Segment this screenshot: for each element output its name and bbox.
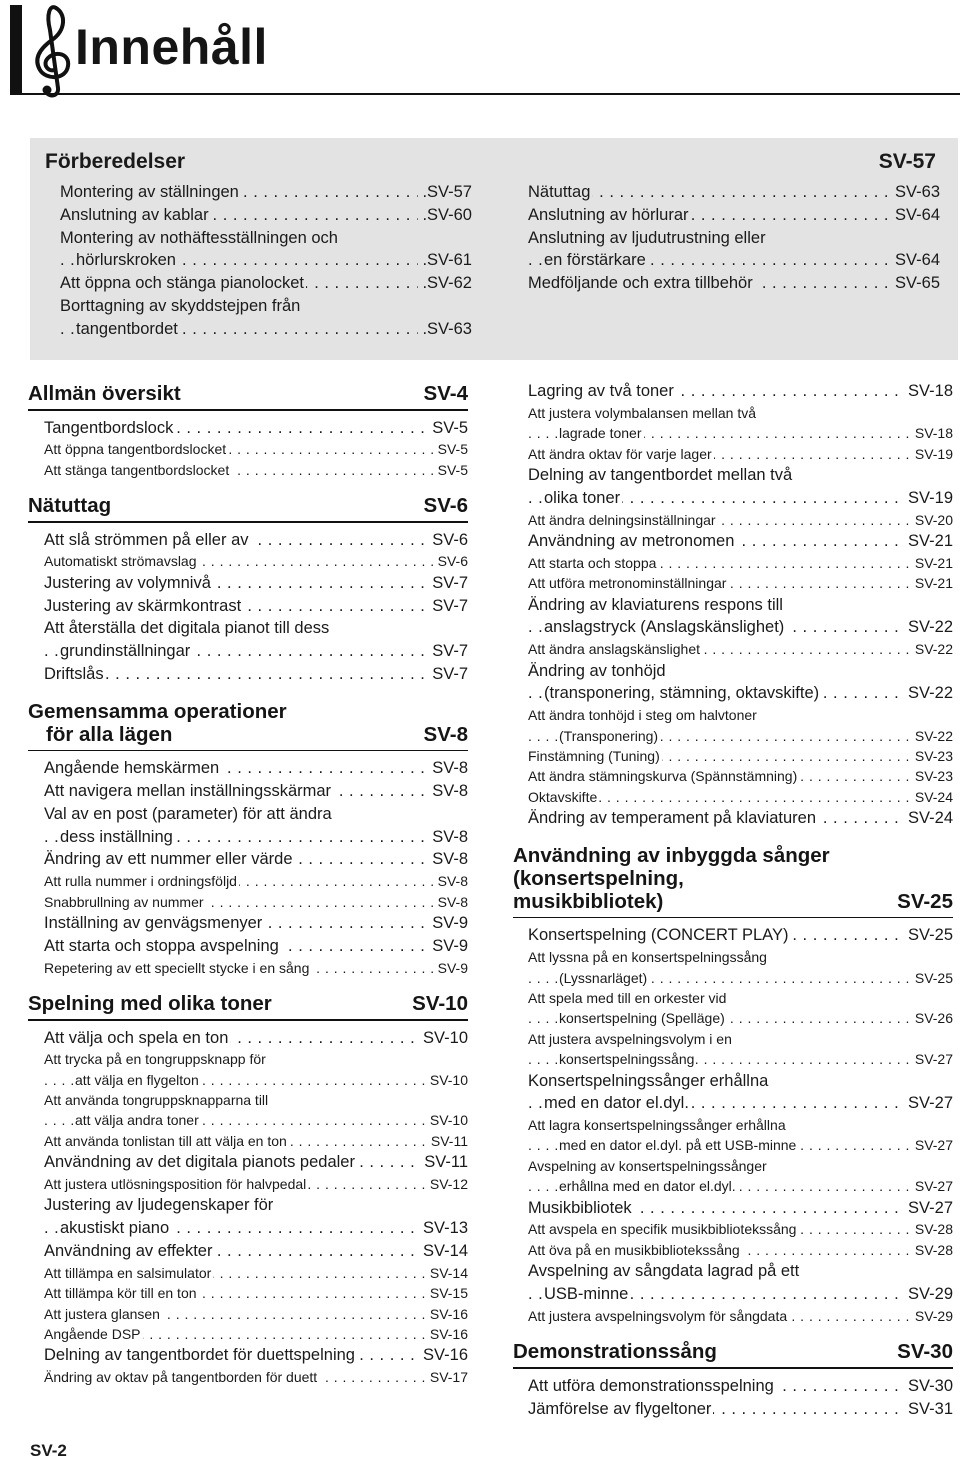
toc-subentry: [44, 1263, 468, 1283]
toc-page-number: SV-21: [911, 573, 953, 593]
toc-entry-text: Inställning av genvägsmenyer: [44, 914, 263, 933]
toc-page-number: SV-64: [891, 204, 940, 227]
toc-entry: [44, 848, 468, 871]
toc-page-number: SV-26: [911, 1008, 953, 1028]
section-heading-line: (konsertspelning,: [513, 866, 684, 890]
preparation-left-list: [60, 181, 472, 341]
toc-page-number: SV-11: [427, 1131, 468, 1151]
toc-entry-text: Att ändra oktav för varje lager: [528, 445, 712, 462]
toc-entry-text: Anslutning av ljudutrustning eller: [528, 228, 766, 247]
toc-page-number: SV-10: [426, 1070, 468, 1090]
section-heading: [28, 382, 468, 405]
toc-entry-text: Att välja och spela en ton: [44, 1028, 229, 1047]
toc-entry-text: Att ändra tonhöjd i steg om halvtoner: [528, 707, 757, 724]
toc-entry: [528, 1197, 953, 1220]
toc-entry: [528, 464, 953, 487]
toc-page-number: SV-6: [434, 551, 468, 571]
toc-subentry: [528, 444, 953, 464]
toc-entry-text: Att stänga tangentbordslocket: [44, 461, 230, 478]
toc-entry-text: Angående hemskärmen: [44, 759, 220, 778]
toc-subentry: [528, 423, 953, 443]
toc-entry: [528, 682, 953, 705]
toc-entry-text: med en dator el.dyl. på ett USB-minne: [559, 1137, 797, 1154]
toc-page-number: SV-25: [904, 924, 953, 947]
toc-entry-text: Val av en post (parameter) för att ändra: [44, 804, 332, 823]
toc-page-number: SV-22: [904, 616, 953, 639]
toc-entry-text: Snabbrullning av nummer: [44, 893, 204, 910]
toc-entry-text: Automatiskt strömavslag: [44, 553, 197, 570]
toc-entry-text: USB-minne: [544, 1285, 629, 1304]
toc-entry: [44, 757, 468, 780]
toc-page-number: SV-15: [426, 1283, 468, 1303]
toc-page-number: SV-11: [420, 1151, 468, 1174]
toc-entry: [44, 529, 468, 552]
toc-subentry: [528, 1008, 953, 1028]
page-number: SV-2: [30, 1441, 67, 1460]
section-page: SV-10: [412, 992, 468, 1015]
toc-subentry: [44, 1110, 468, 1130]
toc-entry-text: Att lyssna på en konsertspelningssång: [528, 949, 767, 966]
toc-entry: [528, 924, 953, 947]
toc-page-number: SV-22: [911, 639, 953, 659]
toc-subentry: [528, 947, 953, 967]
treble-clef-icon: [22, 0, 82, 100]
toc-page-number: SV-8: [428, 848, 468, 871]
toc-entry: [528, 1398, 953, 1421]
toc-page-number: SV-31: [904, 1398, 953, 1421]
toc-page-number: SV-12: [426, 1174, 468, 1194]
toc-entry: [528, 616, 953, 639]
toc-entry-text: anslagstryck (Anslagskänslighet): [544, 618, 785, 637]
toc-entry-text: Att öppna tangentbordslocket: [44, 441, 227, 458]
toc-entry-text: Att avspela en specifik musikbibliotekssång: [528, 1221, 797, 1238]
toc-page-number: SV-29: [904, 1283, 953, 1306]
toc-entry-text: Montering av nothäftesställningen och: [60, 228, 338, 247]
toc-entry-text: Delning av tangentbordet för duettspelning: [44, 1346, 355, 1365]
section-heading-line: Nätuttag: [28, 494, 112, 518]
toc-entry-text: (Transponering): [559, 727, 659, 744]
toc-page-number: .SV-62: [418, 272, 472, 295]
toc-page-number: SV-7: [428, 640, 468, 663]
toc-entry: [528, 272, 940, 295]
toc-entry: [44, 1194, 468, 1217]
preparation-title: Förberedelser: [45, 150, 186, 173]
toc-subentry: [528, 746, 953, 766]
toc-entry-text: Repetering av ett speciellt stycke i en sång: [44, 959, 310, 976]
toc-page-number: SV-21: [911, 553, 953, 573]
toc-entry-text: Ändring av temperament på klaviaturen: [528, 809, 816, 828]
toc-page-number: SV-8: [428, 757, 468, 780]
toc-entry-text: (transponering, stämning, oktavskifte): [544, 684, 820, 703]
toc-entry: [528, 594, 953, 617]
toc-page-number: SV-65: [891, 272, 940, 295]
toc-page-number: SV-14: [419, 1240, 468, 1263]
toc-entry: [44, 1240, 468, 1263]
toc-page-number: SV-16: [426, 1304, 468, 1324]
toc-page-number: SV-27: [911, 1176, 953, 1196]
toc-page-number: SV-16: [426, 1324, 468, 1344]
toc-entry-text: Ändring av oktav på tangentborden för duett: [44, 1369, 318, 1386]
toc-subentry: [44, 1049, 468, 1069]
toc-entry-text: Anslutning av kablar: [60, 205, 209, 224]
toc-page-number: SV-8: [428, 780, 468, 803]
toc-entry-text: Delning av tangentbordet mellan två: [528, 465, 793, 484]
toc-entry: [528, 1070, 953, 1093]
toc-entry-text: Anslutning av hörlurar: [528, 205, 689, 224]
section-rule: [28, 521, 468, 523]
toc-page-number: SV-14: [426, 1263, 468, 1283]
preparation-page: SV-57: [878, 150, 936, 173]
toc-page-number: SV-16: [419, 1344, 468, 1367]
toc-entry: [44, 595, 468, 618]
toc-subentry: [44, 1070, 468, 1090]
toc-page-number: SV-30: [904, 1375, 953, 1398]
toc-entry-text: Ändring av klaviaturens respons till: [528, 595, 783, 614]
toc-entry-text: Justering av ljudegenskaper för: [44, 1196, 274, 1215]
toc-entry-text: Att tillämpa kör till en ton: [44, 1285, 197, 1302]
toc-entry: [44, 1027, 468, 1050]
section-heading-line: Spelning med olika toner: [28, 992, 272, 1015]
toc-entry: [528, 807, 953, 830]
toc-page-number: SV-13: [419, 1217, 468, 1240]
toc-entry-text: Avspelning av konsertspelningssånger: [528, 1157, 767, 1174]
toc-entry-text: Att utföra metronominställningar: [528, 575, 727, 592]
toc-entry-text: hörlurskroken: [76, 251, 176, 270]
toc-entry: [528, 1283, 953, 1306]
toc-entry-text: Att använda tonlistan till att välja en ton: [44, 1132, 287, 1149]
toc-entry: [44, 1151, 468, 1174]
section-page: SV-8: [423, 722, 468, 746]
toc-page-number: SV-21: [904, 530, 953, 553]
section-rule: [513, 1367, 953, 1369]
toc-page-number: SV-22: [904, 682, 953, 705]
toc-subentry: [528, 1219, 953, 1239]
toc-subentry: [528, 1049, 953, 1069]
toc-entry-text: Att starta och stoppa avspelning: [44, 936, 279, 955]
section-page: SV-6: [423, 494, 468, 518]
section-heading-line: Användning av inbyggda sånger: [513, 843, 830, 867]
section-heading: [28, 992, 468, 1015]
toc-page-number: SV-8: [434, 871, 468, 891]
toc-entry-text: Att justera volymbalansen mellan två: [528, 404, 756, 421]
toc-subentry: [44, 460, 468, 480]
section-heading-line: Demonstrationssång: [513, 1340, 717, 1364]
toc-entry: [528, 660, 953, 683]
toc-page-number: SV-64: [891, 249, 940, 272]
toc-entry-text: akustiskt piano: [60, 1219, 170, 1238]
toc-entry: [60, 204, 472, 227]
toc-entry-text: Att ändra delningsinställningar: [528, 511, 716, 528]
toc-entry: [44, 935, 468, 958]
toc-entry: [44, 1217, 468, 1240]
toc-entry-text: Att utföra demonstrationsspelning: [528, 1376, 774, 1395]
toc-entry-text: Justering av skärmkontrast: [44, 596, 242, 615]
section-page: SV-30: [897, 1340, 953, 1364]
toc-page-number: SV-5: [434, 460, 468, 480]
toc-page-number: SV-7: [428, 663, 468, 686]
toc-entry-text: Att öppna och stänga pianolocket: [60, 274, 305, 293]
toc-page-number: SV-10: [426, 1110, 468, 1130]
toc-subentry: [528, 1115, 953, 1135]
toc-subentry: [528, 766, 953, 786]
toc-subentry: [44, 1090, 468, 1110]
toc-entry-text: Att justera avspelningsvolym för sångdata: [528, 1307, 788, 1324]
toc-subentry: [44, 1174, 468, 1194]
toc-page-number: SV-19: [911, 444, 953, 464]
toc-left-column: [28, 380, 468, 1388]
toc-subentry: [528, 787, 953, 807]
toc-entry-text: Att tillämpa en salsimulator: [44, 1264, 212, 1281]
toc-page-number: SV-18: [911, 423, 953, 443]
toc-subentry: [44, 871, 468, 891]
toc-entry-text: Att starta och stoppa: [528, 554, 657, 571]
toc-entry-text: Att justera glansen: [44, 1305, 160, 1322]
section-page: SV-25: [897, 889, 953, 913]
toc-page-number: SV-27: [911, 1135, 953, 1155]
toc-subentry: [528, 726, 953, 746]
toc-subentry: [44, 439, 468, 459]
toc-subentry: [44, 551, 468, 571]
toc-subentry: [528, 1176, 953, 1196]
section-heading-line: för alla lägen: [46, 722, 173, 746]
toc-entry: [528, 530, 953, 553]
toc-entry-text: Att slå strömmen på eller av: [44, 530, 249, 549]
toc-page-number: SV-9: [428, 935, 468, 958]
section-heading-line: Gemensamma operationer: [28, 699, 287, 723]
toc-entry-text: att välja andra toner: [75, 1112, 199, 1129]
toc-page-number: SV-17: [426, 1367, 468, 1387]
toc-entry-text: Medföljande och extra tillbehör: [528, 274, 753, 293]
toc-entry-text: Att återställa det digitala pianot till dess: [44, 619, 330, 638]
toc-subentry: [528, 1135, 953, 1155]
toc-page-number: SV-5: [428, 417, 468, 440]
toc-entry: [44, 663, 468, 686]
section-heading-line: Allmän översikt: [28, 382, 181, 405]
toc-subentry: [44, 1283, 468, 1303]
toc-page-number: SV-28: [911, 1240, 953, 1260]
toc-subentry: [528, 1240, 953, 1260]
toc-page-number: SV-28: [911, 1219, 953, 1239]
toc-page-number: SV-6: [428, 529, 468, 552]
page-header: [0, 0, 960, 110]
toc-entry-text: en förstärkare: [544, 251, 646, 270]
toc-page-number: SV-8: [434, 892, 468, 912]
toc-entry-text: Nätuttag: [528, 183, 591, 201]
toc-entry-text: tangentbordet: [76, 319, 178, 338]
toc-subentry: [528, 1156, 953, 1176]
toc-entry-text: Användning av metronomen: [528, 531, 735, 550]
section-rule: [513, 917, 953, 919]
toc-entry-text: Angående DSP: [44, 1326, 141, 1342]
toc-entry: [528, 227, 940, 250]
toc-page-number: SV-23: [911, 766, 953, 786]
section-rule: [28, 750, 468, 752]
toc-entry: [528, 249, 940, 272]
toc-entry-text: Tangentbordslock: [44, 418, 174, 437]
toc-subentry: [528, 510, 953, 530]
toc-right-column: [513, 380, 953, 1420]
toc-entry: [528, 487, 953, 510]
toc-entry: [44, 572, 468, 595]
page-title: Innehåll: [75, 19, 268, 75]
toc-entry-text: konsertspelning (Spelläge): [559, 1010, 725, 1027]
toc-entry-text: olika toner: [544, 488, 621, 507]
toc-entry-text: grundinställningar: [60, 642, 191, 661]
toc-entry-text: Att justera utlösningsposition för halvpedal: [44, 1176, 307, 1193]
toc-entry: [44, 826, 468, 849]
toc-entry: [528, 1375, 953, 1398]
toc-subentry: [528, 639, 953, 659]
toc-entry-text: att välja en flygelton: [75, 1071, 199, 1088]
toc-subentry: [44, 1324, 468, 1344]
toc-page-number: SV-22: [911, 726, 953, 746]
toc-page-number: SV-18: [904, 380, 953, 403]
toc-subentry: [528, 705, 953, 725]
toc-page-number: SV-10: [419, 1027, 468, 1050]
toc-entry: [528, 380, 953, 403]
toc-entry-text: Att navigera mellan inställningsskärmar: [44, 782, 332, 801]
toc-entry: [44, 417, 468, 440]
toc-page-number: .SV-60: [418, 204, 472, 227]
toc-entry: [60, 272, 472, 295]
toc-page-number: SV-63: [891, 181, 940, 204]
toc-entry-text: Ändring av tonhöjd: [528, 661, 666, 680]
toc-entry-text: Finstämning (Tuning): [528, 747, 660, 764]
section-rule: [28, 1019, 468, 1021]
toc-entry-text: Användning av effekter: [44, 1242, 213, 1261]
toc-page-number: SV-24: [904, 807, 953, 830]
toc-page-number: SV-7: [428, 595, 468, 618]
toc-entry-text: Lagring av två toner: [528, 382, 674, 400]
toc-entry: [60, 181, 472, 204]
toc-subentry: [44, 1367, 468, 1387]
toc-subentry: [528, 553, 953, 573]
toc-entry: [528, 204, 940, 227]
toc-entry: [60, 249, 472, 272]
toc-entry-text: Ändring av ett nummer eller värde: [44, 850, 293, 869]
toc-entry: [44, 1344, 468, 1367]
toc-page-number: SV-27: [911, 1049, 953, 1069]
section-heading-line: musikbibliotek): [513, 889, 664, 913]
toc-entry-text: Att rulla nummer i ordningsföljd: [44, 873, 237, 890]
toc-entry: [44, 912, 468, 935]
toc-entry: [528, 1260, 953, 1283]
toc-page-number: SV-25: [911, 968, 953, 988]
toc-entry: [44, 617, 468, 640]
toc-subentry: [528, 573, 953, 593]
toc-subentry: [44, 958, 468, 978]
toc-entry-text: erhållna med en dator el.dyl.: [559, 1178, 736, 1195]
toc-entry-text: (Lyssnarläget): [559, 969, 648, 986]
toc-subentry: [528, 988, 953, 1008]
toc-entry-text: Att lagra konsertspelningssånger erhållna: [528, 1117, 786, 1134]
toc-entry-text: lagrade toner: [559, 425, 642, 442]
toc-entry-text: konsertspelningssång: [559, 1051, 695, 1068]
toc-entry: [60, 318, 472, 341]
toc-entry-text: Justering av volymnivå: [44, 573, 211, 592]
header-bar: [10, 5, 22, 95]
toc-page-number: SV-19: [904, 487, 953, 510]
toc-page-number: .SV-63: [418, 318, 472, 341]
toc-page-number: SV-27: [904, 1197, 953, 1220]
toc-entry-text: Användning av det digitala pianots pedaler: [44, 1153, 355, 1172]
section-heading: [28, 494, 468, 517]
section-heading: [28, 700, 468, 746]
toc-entry-text: Att använda tongruppsknapparna till: [44, 1092, 269, 1109]
toc-page-number: SV-29: [911, 1306, 953, 1326]
section-heading: [513, 1340, 953, 1363]
toc-subentry: [44, 1304, 468, 1324]
toc-entry-text: Driftslås: [44, 664, 104, 683]
toc-page-number: SV-8: [428, 826, 468, 849]
section-page: SV-4: [423, 382, 468, 405]
toc-page-number: .SV-57: [418, 181, 472, 204]
toc-entry-text: Att trycka på en tongruppsknapp för: [44, 1051, 266, 1068]
toc-page-number: SV-7: [428, 572, 468, 595]
toc-page-number: SV-20: [911, 510, 953, 530]
toc-entry-text: Avspelning av sångdata lagrad på ett: [528, 1262, 800, 1281]
preparation-box: [30, 138, 958, 360]
toc-page-number: SV-24: [911, 787, 953, 807]
toc-page-number: SV-23: [911, 746, 953, 766]
toc-page-number: SV-9: [428, 912, 468, 935]
toc-entry-text: Musikbibliotek: [528, 1198, 632, 1217]
toc-entry-text: dess inställning: [60, 827, 173, 846]
toc-page-number: SV-5: [434, 439, 468, 459]
toc-entry: [44, 780, 468, 803]
toc-entry-text: Montering av ställningen: [60, 183, 239, 201]
toc-entry: [528, 1092, 953, 1115]
toc-entry-text: Att ändra anslagskänslighet: [528, 641, 700, 658]
toc-subentry: [44, 1131, 468, 1151]
toc-subentry: [528, 1306, 953, 1326]
toc-subentry: [44, 892, 468, 912]
toc-entry-text: Jämförelse av flygeltoner: [528, 1399, 712, 1418]
toc-page-number: .SV-61: [418, 249, 472, 272]
toc-entry-text: Konsertspelning (CONCERT PLAY): [528, 926, 789, 945]
toc-entry-text: Att justera avspelningsvolym i en: [528, 1030, 732, 1047]
toc-entry-text: Borttagning av skyddstejpen från: [60, 296, 301, 315]
toc-entry-text: Att spela med till en orkester vid: [528, 989, 727, 1006]
toc-entry: [44, 803, 468, 826]
toc-entry: [60, 295, 472, 318]
toc-entry-text: Konsertspelningssånger erhållna: [528, 1071, 769, 1090]
header-rule: [22, 93, 960, 95]
toc-page-number: SV-27: [904, 1092, 953, 1115]
toc-entry-text: Att ändra stämningskurva (Spännstämning): [528, 768, 798, 785]
toc-entry: [528, 181, 940, 204]
section-heading: [513, 844, 953, 913]
toc-entry-text: Att öva på en musikbibliotekssång: [528, 1241, 740, 1258]
section-rule: [28, 409, 468, 411]
toc-subentry: [528, 1029, 953, 1049]
dot-leader: [44, 663, 468, 686]
toc-subentry: [528, 403, 953, 423]
toc-entry: [44, 640, 468, 663]
toc-subentry: [528, 968, 953, 988]
preparation-right-list: [528, 181, 940, 295]
toc-entry-text: med en dator el.dyl.: [544, 1094, 689, 1113]
toc-entry: [60, 227, 472, 250]
toc-page-number: SV-9: [434, 958, 468, 978]
toc-entry-text: Oktavskifte: [528, 788, 598, 805]
